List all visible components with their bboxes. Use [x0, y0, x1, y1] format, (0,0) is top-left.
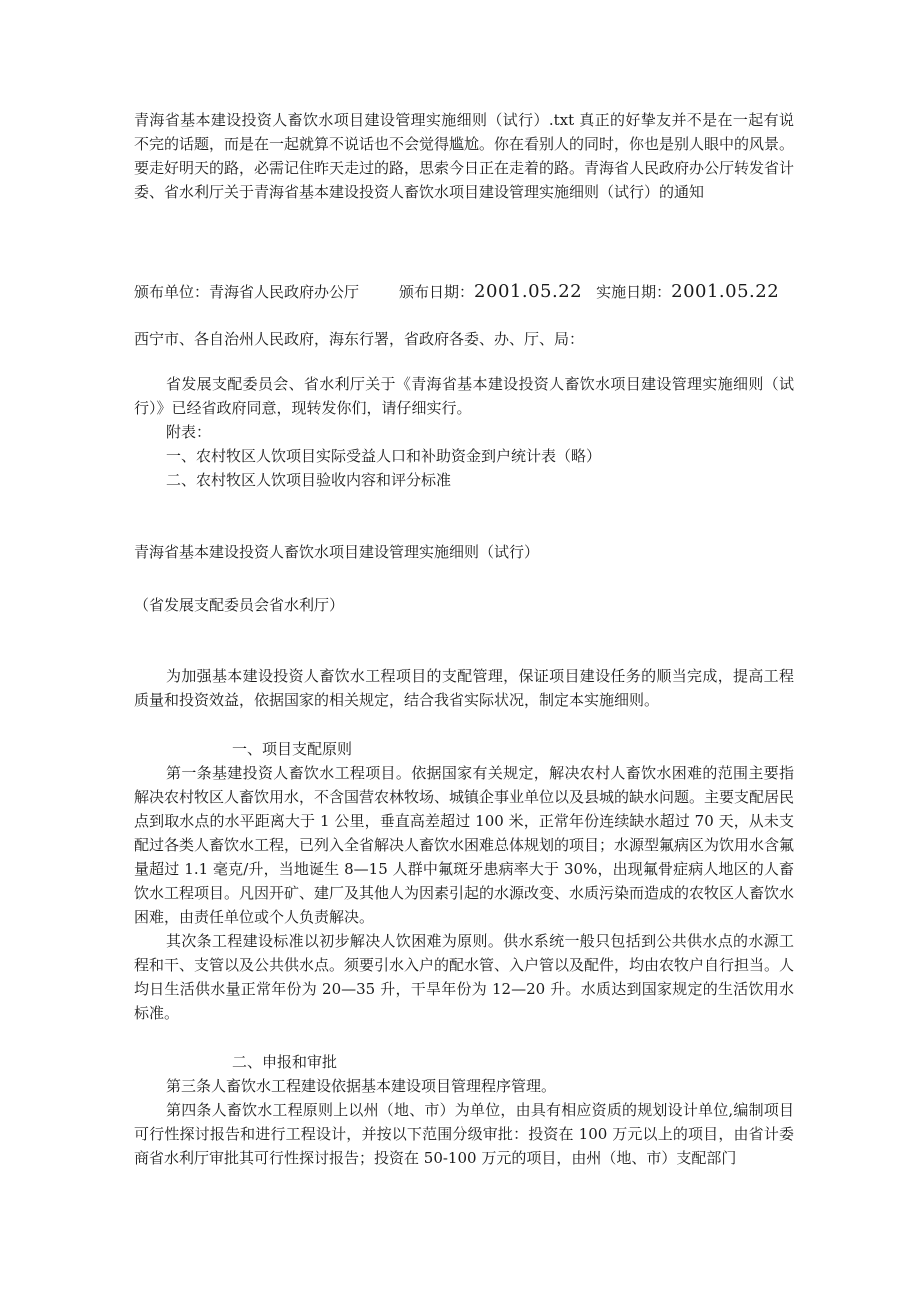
- article-2: 其次条工程建设标准以初步解决人饮困难为原则。供水系统一般只包括到公共供水点的水源工程和干、支管以及公共供水点。须要引水入户的配水管、入户管以及配件，均由农牧户自行担当。人均日生活供水量正常年份为 20—35 升，干旱年份为 12—20 升。水质达到国家规定的生活饮用水标准。: [134, 932, 795, 1022]
- rules-source: （省发展支配委员会省水利厅）: [134, 596, 345, 614]
- issuer: 青海省人民政府办公厅: [209, 283, 360, 301]
- effective-date: 2001.05.22: [671, 281, 780, 302]
- issuer-label: 颁布单位：: [134, 283, 210, 301]
- preamble: 为加强基本建设投资人畜饮水工程项目的支配管理，保证项目建设任务的顺当完成，提高工程质量和投资效益，依据国家的相关规定，结合我省实际状况，制定本实施细则。: [134, 667, 794, 709]
- article-1: 第一条基建投资人畜饮水工程项目。依据国家有关规定，解决农村人畜饮水困难的范围主要指解决农村牧区人畜饮用水，不含国营农林牧场、城镇企事业单位以及县城的缺水问题。主要支配居民点到取水点的水平距离大于 1 公里，垂直高差超过 100 米，正常年份连续缺水超过 70 天，从未支配过各类人畜饮水工程，已列入全省解决人畜饮水困难总体规划的项目；水源型氟病区为饮用水含氟量超过 1.1 毫克/升，当地诞生 8—15 人群中氟斑牙患病率大于 30%，出现氟骨症病人地区的人畜饮水工程项目。凡因开矿、建厂及其他人为因素引起的水源改变、水质污染而造成的农牧区人畜饮水困难，由责任单位或个人负责解决。: [134, 764, 795, 926]
- article-3: 第三条人畜饮水工程建设依据基本建设项目管理程序管理。: [166, 1077, 557, 1095]
- rules-title: 青海省基本建设投资人畜饮水项目建设管理实施细则（试行）: [134, 543, 540, 561]
- notice-body: 省发展支配委员会、省水利厅关于《青海省基本建设投资人畜饮水项目建设管理实施细则（试行）》已经省政府同意，现转发你们，请仔细实行。: [134, 375, 794, 417]
- document-meta: [134, 280, 814, 304]
- section-1-title: 一、项目支配原则: [232, 740, 353, 758]
- document-intro: 青海省基本建设投资人畜饮水项目建设管理实施细则（试行）.txt 真正的好挚友并不是在一起有说不完的话题，而是在一起就算不说话也不会觉得尴尬。你在看别人的同时，你也是别人眼中的风景。要走好明天的路，必需记住昨天走过的路，思索今日正在走着的路。青海省人民政府办公厅转发省计委、省水利厅关于青海省基本建设投资人畜饮水项目建设管理实施细则（试行）的通知: [134, 111, 795, 201]
- addressee: 西宁市、各自治州人民政府，海东行署，省政府各委、办、厅、局：: [134, 330, 585, 348]
- attachment-1: 一、农村牧区人饮项目实际受益人口和补助资金到户统计表（略）: [166, 447, 602, 465]
- section-2-title: 二、申报和审批: [232, 1053, 338, 1071]
- attachment-2: 二、农村牧区人饮项目验收内容和评分标准: [166, 471, 452, 489]
- effective-date-label: 实施日期：: [596, 283, 672, 301]
- issue-date-label: 颁布日期：: [399, 283, 475, 301]
- article-4: 第四条人畜饮水工程原则上以州（地、市）为单位，由具有相应资质的规划设计单位,编制项目可行性探讨报告和进行工程设计，并按以下范围分级审批：投资在 100 万元以上的项目，由省计委商省水利厅审批其可行性探讨报告；投资在 50-100 万元的项目，由州（地、市）支配部门: [134, 1101, 794, 1167]
- attachment-label: 附表：: [166, 423, 212, 441]
- issue-date: 2001.05.22: [474, 281, 583, 302]
